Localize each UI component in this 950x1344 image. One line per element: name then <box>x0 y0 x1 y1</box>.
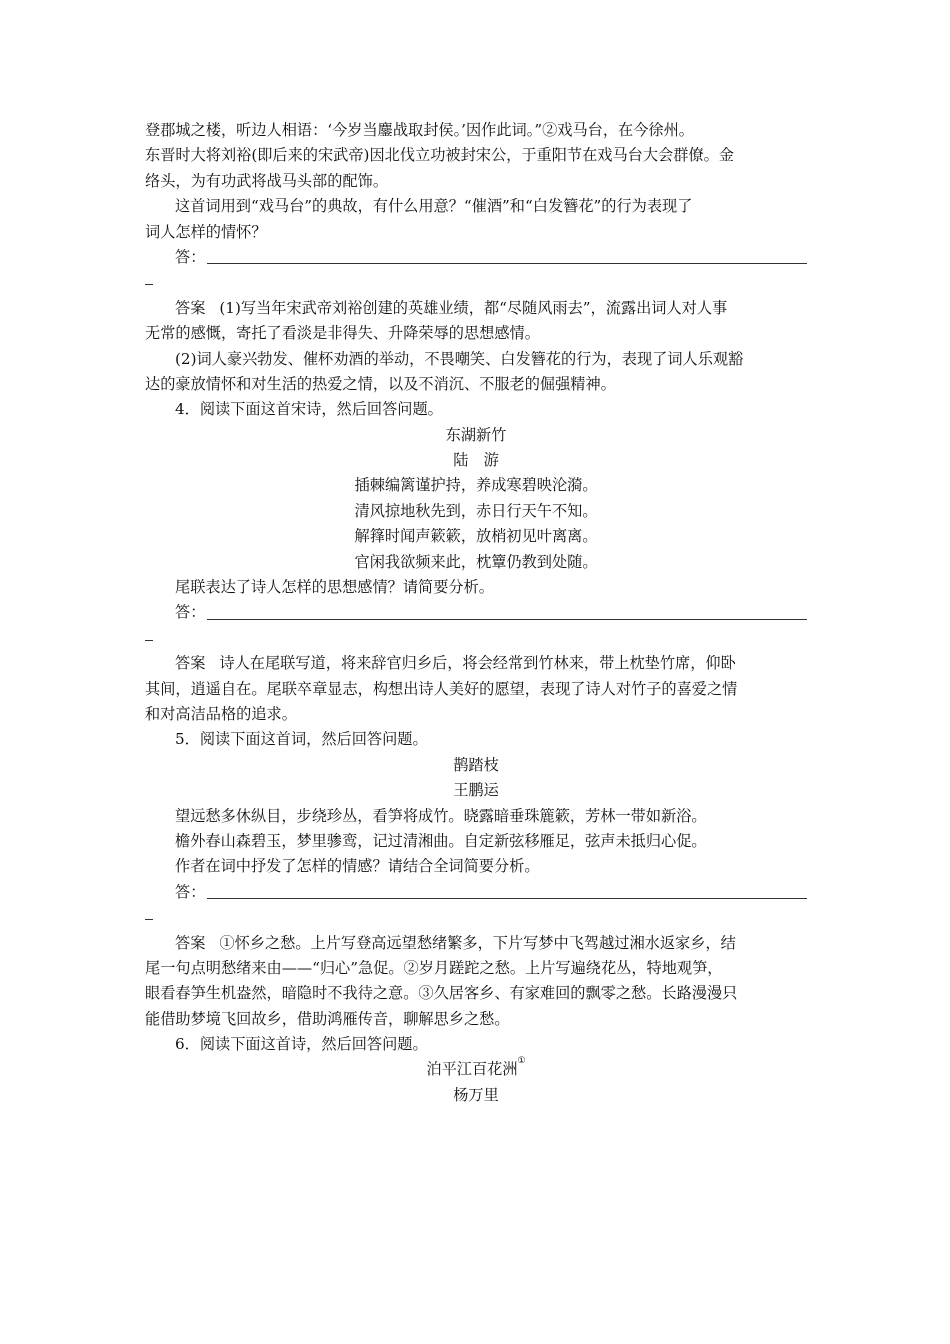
poem-author: 王鹏运 <box>453 781 499 800</box>
answer-label: 答案 <box>175 298 206 317</box>
q3-answer-text: 达的豪放情怀和对生活的热爱之情，以及不消沉、不服老的倔强精神。 <box>145 374 616 393</box>
q6-heading: 6．阅读下面这首诗，然后回答问题。 <box>175 1035 428 1054</box>
dash-mark <box>145 626 807 651</box>
q5-answer-line[interactable] <box>145 880 807 905</box>
dash-mark <box>145 905 807 930</box>
answer-blank[interactable] <box>207 883 807 899</box>
document-page <box>145 118 807 1108</box>
q5-heading: 5．阅读下面这首词，然后回答问题。 <box>175 730 428 749</box>
answer-prompt: 答： <box>175 882 206 901</box>
q5-answer-text: 尾一句点明愁绪来由——“归心”急促。②岁月蹉跎之愁。上片写遍绕花丛，特地观笋， <box>145 958 723 977</box>
answer-prompt: 答： <box>175 247 206 266</box>
q4-question: 尾联表达了诗人怎样的思想感情？请简要分析。 <box>175 578 494 597</box>
poem-line: 插棘编篱谨护持，养成寒碧映沦漪。 <box>354 476 598 495</box>
poem-line: 清风掠地秋先到，赤日行天午不知。 <box>354 501 598 520</box>
poem-author: 陆 游 <box>453 451 499 470</box>
q5-answer-text: 答案 ①怀乡之愁。上片写登高远望愁绪繁多，下片写梦中飞驾越过湘水返家乡，结 <box>175 933 736 952</box>
poem-line: 望远愁多休纵目，步绕珍丛，看笋将成竹。晓露暗垂珠簏簌，芳林一带如新浴。 <box>175 806 707 825</box>
q3-question: 这首词用到“戏马台”的典故，有什么用意？“催酒”和“白发簪花”的行为表现了 <box>175 197 693 216</box>
q3-answer-text: 答案 (1)写当年宋武帝刘裕创建的英雄业绩，都“尽随风雨去”，流露出词人对人事 <box>175 298 728 317</box>
poem-line: 官闲我欲频来此，枕簟仍教到处随。 <box>354 552 598 571</box>
poem-line: 檐外春山森碧玉，梦里骖鸾，记过清湘曲。自定新弦移雁足，弦声未抵归心促。 <box>175 831 707 850</box>
footnote-marker: ① <box>517 1056 526 1067</box>
q4-heading: 4．阅读下面这首宋诗，然后回答问题。 <box>175 400 443 419</box>
q5-answer-text: 眼看春笋生机盎然，暗隐时不我待之意。③久居客乡、有家难回的飘零之愁。长路漫漫只 <box>145 984 738 1003</box>
note-line: 络头，为有功武将战马头部的配饰。 <box>145 171 388 190</box>
poem-title: 东湖新竹 <box>445 425 507 444</box>
q3-answer-text: 无常的感慨，寄托了看淡是非得失、升降荣辱的思想感情。 <box>145 324 540 343</box>
q4-answer-text: 和对高洁品格的追求。 <box>145 704 297 723</box>
q4-answer-text: 其间，逍遥自在。尾联卒章显志，构想出诗人美好的愿望，表现了诗人对竹子的喜爱之情 <box>145 679 738 698</box>
q5-answer-text: 能借助梦境飞回故乡，借助鸿雁传音，聊解思乡之愁。 <box>145 1009 510 1028</box>
poem-title: 泊平江百花洲① <box>426 1056 526 1079</box>
poem-author: 杨万里 <box>453 1085 499 1104</box>
q4-answer-line[interactable] <box>145 600 807 625</box>
dash-mark <box>145 270 807 295</box>
answer-blank[interactable] <box>207 604 807 620</box>
q4-answer-text: 答案 诗人在尾联写道，将来辞官归乡后，将会经常到竹林来，带上枕垫竹席，仰卧 <box>175 654 736 673</box>
answer-blank[interactable] <box>207 248 807 264</box>
q3-answer-text: (2)词人豪兴勃发、催杯劝酒的举动，不畏嘲笑、白发簪花的行为，表现了词人乐观豁 <box>175 349 744 368</box>
poem-line: 解箨时闻声簌簌，放梢初见叶离离。 <box>354 527 598 546</box>
q3-question-cont: 词人怎样的情怀？ <box>145 222 267 241</box>
note-line: 东晋时大将刘裕(即后来的宋武帝)因北伐立功被封宋公，于重阳节在戏马台大会群僚。金 <box>145 146 734 165</box>
poem-title: 鹊踏枝 <box>453 755 499 774</box>
note-line: 登郡城之楼，听边人相语：‘今岁当鏖战取封侯。’因作此词。”②戏马台，在今徐州。 <box>145 121 694 139</box>
q5-question: 作者在词中抒发了怎样的情感？请结合全词简要分析。 <box>175 857 540 876</box>
q3-answer-line[interactable] <box>145 245 807 270</box>
answer-label: 答案 <box>175 654 206 673</box>
answer-label: 答案 <box>175 933 206 952</box>
answer-prompt: 答： <box>175 603 206 622</box>
